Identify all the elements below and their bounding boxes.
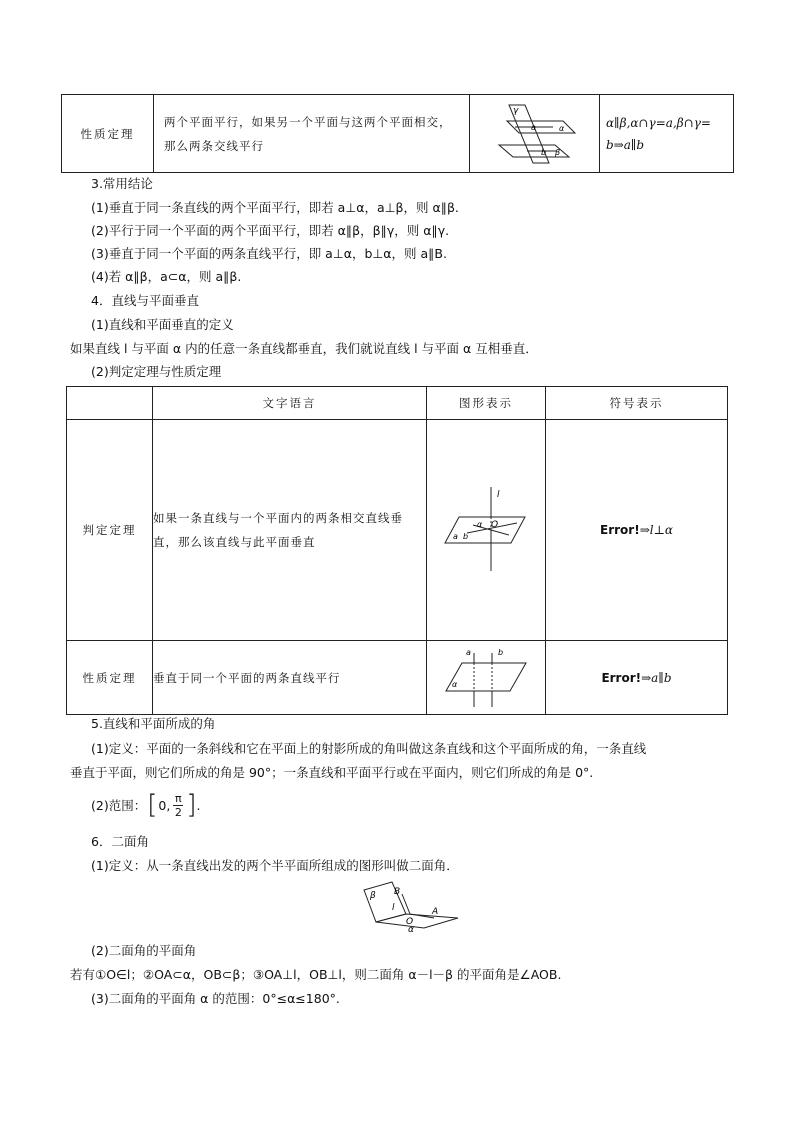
symbol-text: ⇒l⊥α <box>639 523 673 537</box>
range-text: (3)二面角的平面角 α 的范围：0°≤α≤180°. <box>91 991 340 1006</box>
fraction-numerator: π <box>175 791 182 805</box>
conclusion-item: (1)垂直于同一条直线的两个平面平行，即若 a⊥α，a⊥β，则 α∥β. <box>91 200 459 215</box>
theorem-symbol <box>600 95 734 173</box>
fig-label: γ <box>512 105 518 116</box>
theorem-symbol <box>546 641 728 715</box>
fig-label: a <box>453 532 458 541</box>
range-expression: (2)范围： [ 0, π 2 ] . <box>91 790 201 820</box>
parallel-theorem-table <box>61 94 734 173</box>
theorem-name: 性质定理 <box>67 641 153 715</box>
fig-label: l <box>497 490 500 500</box>
fig-label: b <box>498 647 504 657</box>
dihedral-angle-figure <box>362 880 462 932</box>
definition-text: 如果直线 l 与平面 α 内的任意一条直线都垂直，我们就说直线 l 与平面 α 互相垂直． <box>70 341 538 356</box>
fig-label: α <box>408 925 414 932</box>
error-field: Error! <box>600 523 640 537</box>
fig-label: b <box>463 532 469 541</box>
fraction <box>173 792 183 819</box>
theorem-figure <box>427 420 546 641</box>
header-cell: 图形表示 <box>427 387 546 420</box>
theorem-text: 两个平面平行，如果另一个平面与这两个平面相交，那么两条交线平行 <box>154 95 470 173</box>
section-heading: 6．二面角 <box>91 834 149 849</box>
symbol-line: b⇒a∥b <box>606 137 645 152</box>
symbol-text: ⇒a∥b <box>641 670 672 685</box>
fig-label: O <box>406 917 414 927</box>
fig-label: α <box>558 123 564 133</box>
sub-heading: (2)二面角的平面角 <box>91 943 197 958</box>
parallel-planes-figure <box>493 101 577 167</box>
sub-heading: (1)直线和平面垂直的定义 <box>91 317 234 332</box>
header-cell <box>67 387 153 420</box>
bracket-right: ] <box>186 790 197 820</box>
theorem-name: 判定定理 <box>67 420 153 641</box>
fig-label: b <box>540 147 546 157</box>
perpendicular-theorem-table <box>66 386 728 715</box>
definition-text: (1)定义：从一条直线出发的两个半平面所组成的图形叫做二面角． <box>91 858 459 873</box>
fig-label: A <box>432 907 439 917</box>
sub-heading: (2)判定定理与性质定理 <box>91 364 222 379</box>
condition-text: 若有①O∈l；②OA⊂α，OB⊂β；③OA⊥l，OB⊥l，则二面角 α－l－β 的平面角是∠AOB. <box>70 967 562 982</box>
line-perp-plane-figure <box>441 485 531 575</box>
theorem-symbol <box>546 420 728 641</box>
fig-label: β <box>554 147 560 157</box>
fig-label: B <box>394 887 401 897</box>
fig-label: a <box>530 122 536 132</box>
range-label: (2)范围： <box>91 798 147 813</box>
theorem-text: 垂直于同一个平面的两条直线平行 <box>153 641 427 715</box>
fraction-denominator: 2 <box>174 805 182 819</box>
fig-label: l <box>392 903 395 913</box>
fig-label: β <box>370 891 376 901</box>
theorem-text: 如果一条直线与一个平面内的两条相交直线垂直，那么该直线与此平面垂直 <box>153 420 427 641</box>
fig-label: O <box>491 520 499 530</box>
theorem-figure <box>470 95 600 173</box>
conclusion-item: (3)垂直于同一个平面的两条直线平行，即 a⊥α，b⊥α，则 a∥B. <box>91 246 447 261</box>
fig-label: α <box>477 520 483 529</box>
theorem-name: 性质定理 <box>62 95 154 173</box>
bracket-left: [ <box>147 790 158 820</box>
range-left: 0, <box>158 797 171 813</box>
section-heading: 3.常用结论 <box>91 176 153 191</box>
definition-text: (1)定义：平面的一条斜线和它在平面上的射影所成的角叫做这条直线和这个平面所成的角，一条直线 <box>91 741 647 756</box>
parallel-lines-figure <box>440 645 532 711</box>
header-cell: 文字语言 <box>153 387 427 420</box>
definition-text: 垂直于平面，则它们所成的角是 90°；一条直线和平面平行或在平面内，则它们所成的角是 0°. <box>70 765 594 780</box>
theorem-figure <box>427 641 546 715</box>
error-field: Error! <box>601 670 642 685</box>
fig-label: α <box>452 679 458 689</box>
conclusion-item: (4)若 α∥β，a⊂α，则 a∥β. <box>91 269 242 284</box>
header-cell: 符号表示 <box>546 387 728 420</box>
section-heading: 5.直线和平面所成的角 <box>91 716 216 731</box>
conclusion-item: (2)平行于同一个平面的两个平面平行，即若 α∥β，β∥γ，则 α∥γ. <box>91 223 450 238</box>
section-heading: 4．直线与平面垂直 <box>91 293 199 308</box>
fig-label: a <box>466 647 471 657</box>
symbol-line: α∥β,α∩γ=a,β∩γ= <box>606 115 711 130</box>
